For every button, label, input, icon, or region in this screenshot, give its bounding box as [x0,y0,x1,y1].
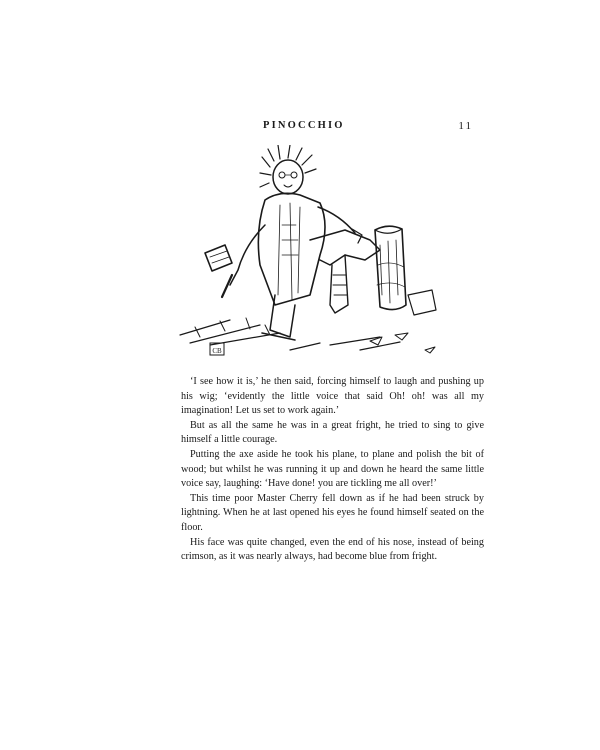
page-number: 11 [458,120,473,132]
running-title: PINOCCHIO [263,120,345,131]
paragraph-1: ‘I see how it is,’ he then said, forcing himself to laugh and pushing up his wig; ‘evidently the little voice that said Oh! oh! was all my imagination! Let us set to work again.’ [181,376,484,417]
paragraph-4: This time poor Master Cherry fell down as if he had been struck by lightning. When he at last opened his eyes he found himself seated on the floor. [181,492,484,533]
paragraph-5: His face was quite changed, even the end of his nose, instead of being crimson, as it was nearly always, had become blue from fright. [181,536,484,563]
running-head [183,120,473,140]
body-text [181,375,484,565]
paragraph-3: Putting the axe aside he took his plane, to plane and polish the bit of wood; but whilst he was running it up and down he heard the same little voice say, laughing: ‘Have done! you are tickling me all over!’ [181,448,484,490]
illustration [170,145,460,370]
svg-text:CB: CB [212,347,222,355]
master-cherry-illustration [170,145,460,370]
paragraph-2: But as all the same he was in a great fright, he tried to sing to give himself a little courage. [181,419,484,446]
